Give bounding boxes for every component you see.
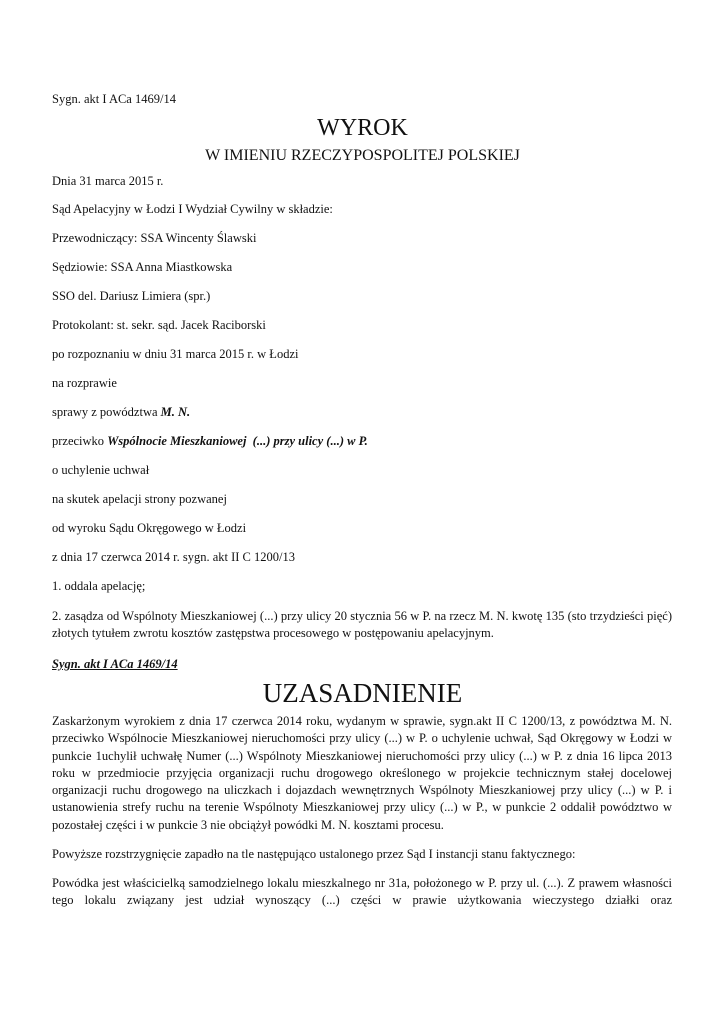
verdict-subtitle: W IMIENIU RZECZYPOSPOLITEJ POLSKIEJ bbox=[205, 147, 520, 164]
case-prefix: sprawy z powództwa bbox=[52, 405, 161, 419]
appeal-basis: na skutek apelacji strony pozwanej bbox=[52, 492, 227, 506]
ruling-point-1: 1. oddala apelację; bbox=[52, 579, 146, 593]
session-type: na rozprawie bbox=[52, 376, 117, 390]
defendant-name: Wspólnocie Mieszkaniowej (...) przy ulicy (...) w P. bbox=[107, 434, 368, 448]
against-line bbox=[52, 434, 368, 449]
court-composition: Sąd Apelacyjny w Łodzi I Wydział Cywilny w składzie: bbox=[52, 202, 333, 216]
court-clerk: Protokolant: st. sekr. sąd. Jacek Raciborski bbox=[52, 318, 266, 332]
justification-paragraph-3: Powódka jest właścicielką samodzielnego lokalu mieszkalnego nr 31a, położonego w P. przy ul. (...). Z prawem własności tego lokalu związany jest udział wynoszący (...) części w prawie użytkowania wieczystego działki oraz bbox=[52, 876, 672, 908]
justification-paragraph-1: Zaskarżonym wyrokiem z dnia 17 czerwca 2014 roku, wydanym w sprawie, sygn.akt II C 1200/13, z powództwa M. N. przeciwko Wspólnocie Mieszkaniowej nieruchomości przy ulicy (...) w P. o uchylenie uchwał, Sąd Okręgowy w Łodzi w punkcie 1uchylił uchwałę Numer (...) Wspólnoty Mieszkaniowej nieruchomości przy ulicy (...) w P. z dnia 16 lipca 2013 roku w przedmiocie przyjęcia organizacji ruchu drogowego określonego w projekcie technicznym stałej docelowej organizacji ruchu drogowego na uliczkach i dojazdach wewnętrznych Wspólnoty Mieszkaniowej przy ulicy (...) w P. i ustanowienia strefy ruchu na terenie Wspólnoty Mieszkaniowej przy ulicy (...) w P., w punkcie 2 oddalił powództwo w pozostałej części i w punkcie 3 nie obciążył powódki M. N. kosztami procesu. bbox=[52, 714, 672, 832]
judgment-date: z dnia 17 czerwca 2014 r. sygn. akt II C 1200/13 bbox=[52, 550, 295, 564]
case-signature: Sygn. akt I ACa 1469/14 bbox=[52, 92, 176, 106]
justification-signature: Sygn. akt I ACa 1469/14 bbox=[52, 657, 178, 671]
judges-line: Sędziowie: SSA Anna Miastkowska bbox=[52, 260, 233, 274]
presiding-judge: Przewodniczący: SSA Wincenty Ślawski bbox=[52, 231, 257, 245]
appealed-judgment: od wyroku Sądu Okręgowego w Łodzi bbox=[52, 521, 247, 535]
verdict-date: Dnia 31 marca 2015 r. bbox=[52, 174, 164, 188]
ruling-point-2: 2. zasądza od Wspólnoty Mieszkaniowej (...) przy ulicy 20 stycznia 56 w P. na rzecz M. N. kwotę 135 (sto trzydzieści pięć) złotych tytułem zwrotu kosztów zastępstwa procesowego w postępowaniu apelacyjnym. bbox=[52, 609, 672, 641]
verdict-title: WYROK bbox=[317, 115, 408, 141]
hearing-info: po rozpoznaniu w dniu 31 marca 2015 r. w Łodzi bbox=[52, 347, 299, 361]
case-subject: o uchylenie uchwał bbox=[52, 463, 150, 477]
justification-paragraph-2: Powyższe rozstrzygnięcie zapadło na tle następująco ustalonego przez Sąd I instancji stanu faktycznego: bbox=[52, 847, 576, 861]
justification-title: UZASADNIENIE bbox=[262, 678, 463, 708]
against-prefix: przeciwko bbox=[52, 434, 108, 448]
plaintiff-name: M. N. bbox=[160, 405, 191, 419]
case-line bbox=[52, 405, 190, 420]
judge-second: SSO del. Dariusz Limiera (spr.) bbox=[52, 289, 211, 303]
